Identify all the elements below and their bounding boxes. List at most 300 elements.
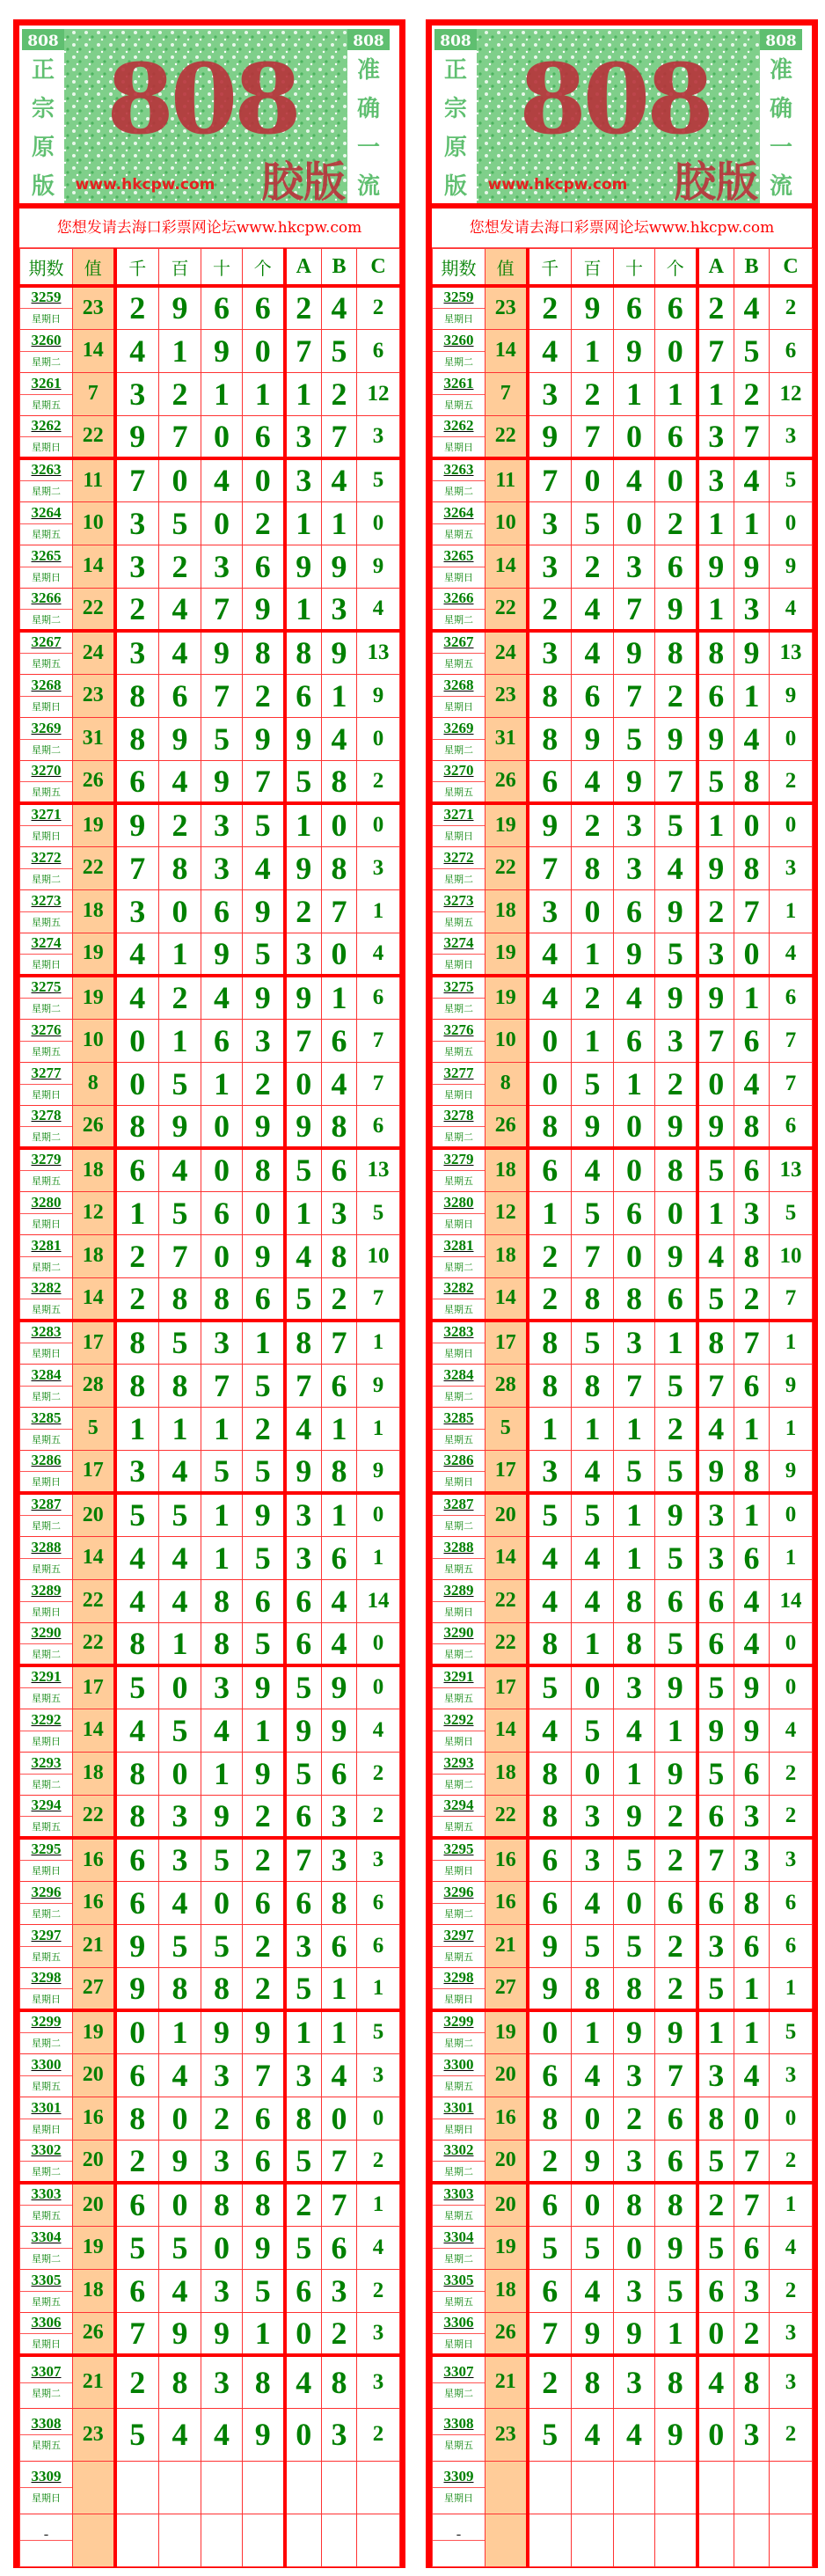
issue-cell[interactable] [20,1277,73,1321]
issue-cell[interactable] [20,976,73,1019]
issue-number-link[interactable]: 3301 [20,2099,72,2119]
issue-cell[interactable] [20,889,73,933]
digit-ones: 1 [655,1321,697,1364]
digit-thousands: 6 [528,1148,572,1191]
digit-hundreds: 2 [572,545,614,588]
issue-number-link[interactable]: 3281 [20,1237,72,1257]
issue-cell[interactable] [433,545,486,588]
issue-cell[interactable] [20,717,73,760]
issue-number-link[interactable]: 3271 [20,806,72,826]
issue-cell[interactable] [20,458,73,501]
issue-cell[interactable] [433,1019,486,1062]
issue-cell[interactable] [433,1967,486,2010]
digit-hundreds: 9 [572,1105,614,1148]
issue-cell[interactable] [20,1234,73,1277]
issue-number-link[interactable]: 3260 [433,332,485,352]
issue-cell[interactable] [20,1665,73,1709]
digit-ones [655,2461,697,2514]
issue-number-link[interactable]: 3287 [433,1496,485,1516]
issue-cell[interactable] [433,2461,486,2514]
issue-cell[interactable] [433,2355,486,2408]
digit-b: 3 [734,588,770,631]
weekday-label: 星期二 [444,743,473,756]
issue-cell[interactable] [20,1924,73,1967]
issue-cell[interactable] [20,286,73,329]
issue-number-link[interactable]: 3261 [433,375,485,395]
issue-number-link[interactable]: 3268 [20,677,72,697]
issue-cell[interactable] [20,2514,73,2566]
digit-tens: 6 [201,1019,243,1062]
weekday-label: 星期五 [444,399,473,411]
issue-cell[interactable] [20,1536,73,1579]
issue-number-link[interactable]: 3286 [20,1452,72,1472]
issue-cell[interactable] [20,2226,73,2269]
digit-b: 6 [322,1536,357,1579]
issue-cell[interactable] [20,803,73,846]
issue-number-link[interactable]: 3277 [20,1065,72,1085]
issue-number-link[interactable]: 3294 [433,1797,485,1817]
digit-b: 1 [322,976,357,1019]
header-a: A [697,249,734,287]
digit-ones [655,2514,697,2566]
issue-number-link[interactable]: 3263 [433,461,485,481]
issue-number-link[interactable]: 3303 [433,2185,485,2206]
weekday-label: 星期日 [444,571,473,583]
issue-number-link[interactable]: 3266 [433,589,485,610]
digit-a: 3 [285,1493,322,1536]
issue-cell[interactable] [20,2461,73,2514]
issue-number-link[interactable]: 3284 [20,1366,72,1387]
issue-number-link[interactable]: 3304 [20,2228,72,2249]
digit-tens: 5 [614,717,655,760]
issue-number-link[interactable]: 3264 [433,504,485,524]
issue-cell[interactable] [433,1407,486,1450]
table-row [433,2408,813,2461]
issue-cell[interactable] [433,1148,486,1191]
issue-number-link[interactable]: 3290 [433,1624,485,1644]
digit-a: 0 [285,2312,322,2355]
issue-cell[interactable] [20,1364,73,1407]
issue-number-link[interactable]: 3301 [433,2099,485,2119]
issue-number-link[interactable]: 3288 [20,1539,72,1559]
digit-tens: 2 [614,2097,655,2140]
issue-cell[interactable] [433,2514,486,2566]
issue-cell[interactable] [433,1924,486,1967]
issue-number-link[interactable]: 3303 [20,2185,72,2206]
issue-cell[interactable] [20,2408,73,2461]
issue-number-link[interactable]: 3259 [20,289,72,309]
table-row [433,1536,813,1579]
digit-thousands: 4 [115,976,159,1019]
logo-image [22,29,390,203]
issue-cell[interactable] [433,1450,486,1493]
weekday-label: 星期二 [32,1520,61,1533]
issue-cell[interactable] [20,1450,73,1493]
issue-number-link[interactable]: 3279 [20,1151,72,1171]
issue-cell[interactable] [433,1579,486,1622]
logo-image [434,29,802,203]
digit-ones: 9 [243,1665,285,1709]
issue-number-link[interactable]: 3274 [20,934,72,955]
issue-number-link[interactable]: 3266 [20,589,72,610]
issue-number-link[interactable]: 3265 [433,547,485,567]
issue-cell[interactable] [433,1795,486,1838]
digit-tens: 4 [201,2408,243,2461]
digit-c: 13 [770,631,813,674]
issue-cell[interactable] [433,286,486,329]
issue-cell[interactable] [433,329,486,372]
digit-thousands: 8 [115,1105,159,1148]
table-row [433,1148,813,1191]
issue-number-link[interactable]: 3264 [20,504,72,524]
issue-number-link[interactable]: 3308 [433,2415,485,2435]
issue-cell[interactable] [20,2140,73,2183]
value-cell: 20 [73,2183,115,2226]
issue-number-link[interactable]: 3274 [433,934,485,955]
issue-cell[interactable] [433,2140,486,2183]
digit-hundreds: 0 [159,2097,201,2140]
issue-cell[interactable] [433,1709,486,1752]
issue-number-link[interactable]: 3293 [433,1754,485,1775]
issue-number-link[interactable]: 3290 [20,1624,72,1644]
issue-cell[interactable] [433,2226,486,2269]
issue-cell[interactable] [20,2097,73,2140]
issue-number-link[interactable]: 3287 [20,1496,72,1516]
issue-number-link[interactable]: 3296 [433,1884,485,1904]
issue-cell[interactable] [20,1795,73,1838]
issue-number-link[interactable]: 3299 [433,2013,485,2033]
issue-number-link[interactable]: 3263 [20,461,72,481]
digit-ones: 9 [655,717,697,760]
issue-number-link[interactable]: 3270 [433,762,485,782]
digit-tens: 8 [614,1277,655,1321]
issue-cell[interactable] [433,1838,486,1881]
issue-cell[interactable] [20,933,73,976]
issue-cell[interactable] [20,329,73,372]
issue-number-link[interactable]: 3282 [20,1279,72,1299]
digit-a: 4 [697,2355,734,2408]
issue-cell[interactable] [20,760,73,803]
table-row [20,458,400,501]
issue-cell[interactable] [433,976,486,1019]
issue-number-link[interactable]: 3265 [20,547,72,567]
digit-thousands: 5 [528,1493,572,1536]
issue-cell[interactable] [433,1321,486,1364]
issue-number-link[interactable]: 3291 [20,1668,72,1688]
issue-cell[interactable] [20,631,73,674]
digit-a: 9 [697,1709,734,1752]
digit-hundreds: 7 [159,415,201,458]
issue-number-link[interactable]: 3272 [433,849,485,869]
digit-c: 3 [357,2312,400,2355]
issue-cell[interactable] [20,588,73,631]
issue-cell[interactable] [20,2312,73,2355]
issue-number-link[interactable]: 3289 [20,1582,72,1602]
issue-number-link[interactable]: 3297 [20,1927,72,1947]
issue-number-link[interactable]: 3302 [20,2141,72,2162]
issue-cell[interactable] [20,1493,73,1536]
table-row [433,1450,813,1493]
digit-thousands: 3 [528,1450,572,1493]
issue-cell[interactable] [433,372,486,415]
issue-cell[interactable] [433,1536,486,1579]
issue-cell[interactable] [20,1321,73,1364]
issue-cell[interactable] [20,2269,73,2312]
digit-hundreds: 4 [159,1881,201,1924]
issue-cell[interactable] [433,588,486,631]
issue-cell[interactable] [433,501,486,545]
digit-thousands: 0 [115,2010,159,2053]
issue-cell[interactable] [433,2183,486,2226]
issue-cell[interactable] [433,2053,486,2097]
issue-number-link[interactable]: 3277 [433,1065,485,1085]
issue-number-link[interactable]: 3295 [20,1841,72,1861]
issue-number-link[interactable]: 3267 [20,633,72,654]
issue-number-link[interactable]: 3269 [433,720,485,740]
weekday-label: 星期二 [32,2038,61,2050]
digit-c: 9 [770,1450,813,1493]
issue-cell[interactable] [20,1105,73,1148]
digit-thousands: 4 [528,933,572,976]
digit-thousands: 4 [115,1536,159,1579]
header-ones: 个 [655,249,697,287]
digit-tens: 9 [201,2312,243,2355]
issue-number-link[interactable]: 3285 [20,1409,72,1430]
issue-number-link[interactable]: 3291 [433,1668,485,1688]
issue-cell[interactable] [20,1881,73,1924]
issue-number-link[interactable]: 3307 [433,2363,485,2383]
table-row [20,889,400,933]
issue-number-link[interactable]: 3283 [433,1323,485,1343]
logo-808-jiaoban [22,29,397,203]
issue-cell[interactable] [433,933,486,976]
issue-number-link[interactable]: 3305 [20,2272,72,2292]
issue-number-link[interactable]: 3282 [433,1279,485,1299]
digit-c: 9 [357,545,400,588]
issue-number-link[interactable]: 3295 [433,1841,485,1861]
issue-cell[interactable] [20,1407,73,1450]
issue-cell[interactable] [433,2408,486,2461]
digit-tens: 9 [614,2010,655,2053]
issue-number-link[interactable]: 3280 [20,1194,72,1214]
weekday-label: 星期五 [444,2440,473,2451]
issue-cell[interactable] [20,545,73,588]
weekday-label: 星期二 [32,1778,61,1790]
issue-number-link[interactable]: 3267 [433,633,485,654]
issue-cell[interactable] [433,1364,486,1407]
digit-hundreds: 1 [572,1407,614,1450]
issue-number-link[interactable]: 3273 [20,892,72,912]
issue-number-link[interactable]: 3270 [20,762,72,782]
issue-cell[interactable] [433,889,486,933]
issue-number-link[interactable]: 3281 [433,1237,485,1257]
value-cell: 8 [486,1062,528,1105]
issue-number-link[interactable]: 3276 [20,1021,72,1042]
issue-number-link[interactable]: 3286 [433,1452,485,1472]
issue-number-link[interactable]: 3309 [433,2468,485,2488]
digit-a: 2 [697,889,734,933]
weekday-label: 星期日 [444,1475,473,1488]
issue-cell[interactable] [20,1709,73,1752]
issue-cell[interactable] [20,501,73,545]
issue-number-link[interactable]: 3275 [433,978,485,999]
issue-number-link[interactable]: 3262 [20,417,72,437]
issue-number-link[interactable]: 3307 [20,2363,72,2383]
issue-cell[interactable] [433,717,486,760]
header-thousands: 千 [115,249,159,287]
issue-cell[interactable] [433,803,486,846]
digit-a: 6 [285,1579,322,1622]
issue-number-link[interactable]: 3304 [433,2228,485,2249]
issue-cell[interactable] [20,2053,73,2097]
digit-ones: 9 [655,2226,697,2269]
issue-cell[interactable] [433,2269,486,2312]
issue-number-link[interactable]: 3298 [20,1969,72,1989]
issue-number-link[interactable]: 3283 [20,1323,72,1343]
digit-hundreds: 5 [159,2226,201,2269]
issue-number-link[interactable]: 3259 [433,289,485,309]
weekday-label: 星期五 [444,1303,473,1315]
digit-thousands: 8 [115,2097,159,2140]
issue-cell[interactable] [433,760,486,803]
issue-cell[interactable] [20,415,73,458]
issue-number-link[interactable]: 3302 [433,2141,485,2162]
issue-number-link[interactable]: 3271 [433,806,485,826]
digit-b: 6 [322,2226,357,2269]
issue-number-link[interactable]: 3297 [433,1927,485,1947]
digit-c [357,2514,400,2566]
issue-number-link[interactable]: 3292 [20,1711,72,1731]
issue-cell[interactable] [433,1881,486,1924]
issue-number-link[interactable]: 3306 [433,2314,485,2334]
issue-cell[interactable] [20,1838,73,1881]
issue-cell[interactable] [433,2097,486,2140]
issue-cell[interactable] [433,1622,486,1665]
issue-number-link[interactable]: 3269 [20,720,72,740]
issue-number-link[interactable]: 3305 [433,2272,485,2292]
weekday-label: 星期二 [32,486,61,498]
issue-cell[interactable] [20,1062,73,1105]
issue-cell[interactable] [20,1019,73,1062]
issue-number-link[interactable]: 3278 [20,1107,72,1127]
issue-number-link[interactable]: 3284 [433,1366,485,1387]
issue-cell[interactable] [433,1277,486,1321]
weekday-label: 星期二 [32,2387,61,2399]
issue-number-link[interactable]: 3294 [20,1797,72,1817]
issue-number-link[interactable]: 3260 [20,332,72,352]
digit-b: 3 [322,2269,357,2312]
value-cell: 18 [73,1234,115,1277]
issue-number-link[interactable]: 3300 [433,2056,485,2076]
issue-cell[interactable] [433,2010,486,2053]
issue-number-link[interactable]: 3288 [433,1539,485,1559]
issue-cell[interactable] [433,458,486,501]
digit-ones: 6 [655,1881,697,1924]
issue-cell[interactable] [433,631,486,674]
forum-banner[interactable]: 您想发请去海口彩票网论坛www.hkcpw.com [432,203,812,248]
issue-number-link[interactable]: 3278 [433,1107,485,1127]
weekday-label: 星期日 [32,313,61,326]
issue-number-link[interactable]: 3279 [433,1151,485,1171]
issue-cell[interactable] [20,1579,73,1622]
issue-cell[interactable] [20,2010,73,2053]
digit-b: 4 [322,1579,357,1622]
digit-b: 6 [322,1752,357,1795]
issue-number-link[interactable]: 3299 [20,2013,72,2033]
issue-number-link[interactable]: 3309 [20,2468,72,2488]
issue-number-link[interactable]: 3268 [433,677,485,697]
issue-cell[interactable] [20,1148,73,1191]
issue-cell[interactable] [433,1665,486,1709]
issue-cell[interactable] [20,1622,73,1665]
issue-cell[interactable] [20,372,73,415]
issue-number-link[interactable]: 3272 [20,849,72,869]
digit-a: 9 [697,976,734,1019]
issue-number-link[interactable]: 3293 [20,1754,72,1775]
issue-number-link[interactable]: 3300 [20,2056,72,2076]
issue-number-link[interactable]: 3292 [433,1711,485,1731]
issue-number-link[interactable]: 3289 [433,1582,485,1602]
issue-cell[interactable] [433,1062,486,1105]
digit-tens: 1 [201,1062,243,1105]
issue-number-link[interactable]: 3276 [433,1021,485,1042]
issue-number-link[interactable]: 3273 [433,892,485,912]
issue-cell[interactable] [433,1234,486,1277]
issue-cell[interactable] [20,1191,73,1234]
issue-number-link[interactable]: 3261 [20,375,72,395]
issue-cell[interactable] [20,1752,73,1795]
digit-tens: 7 [201,674,243,717]
weekday-label: 星期五 [444,1175,473,1188]
forum-banner[interactable]: 您想发请去海口彩票网论坛www.hkcpw.com [19,203,399,248]
digit-thousands: 8 [115,1795,159,1838]
digit-thousands: 8 [115,674,159,717]
digit-a: 6 [285,1622,322,1665]
issue-cell[interactable] [433,415,486,458]
digit-thousands: 6 [115,1148,159,1191]
issue-number-link[interactable]: 3296 [20,1884,72,1904]
issue-number-link[interactable]: 3285 [433,1409,485,1430]
issue-cell[interactable] [433,1493,486,1536]
issue-number-link[interactable]: 3308 [20,2415,72,2435]
digit-a: 2 [285,889,322,933]
issue-cell[interactable] [20,2183,73,2226]
issue-cell[interactable] [20,1967,73,2010]
issue-number-link[interactable]: 3275 [20,978,72,999]
digit-tens: 9 [201,329,243,372]
digit-tens: 4 [614,458,655,501]
weekday-label: 星期二 [444,873,473,885]
issue-cell[interactable] [433,1752,486,1795]
issue-cell[interactable] [433,674,486,717]
issue-number-link[interactable]: 3280 [433,1194,485,1214]
digit-ones: 9 [655,2408,697,2461]
issue-number-link[interactable]: 3262 [433,417,485,437]
issue-cell[interactable] [20,674,73,717]
issue-cell[interactable] [433,1191,486,1234]
digit-c: 3 [770,1838,813,1881]
issue-cell[interactable] [20,2355,73,2408]
digit-ones: 1 [243,2312,285,2355]
issue-number-link[interactable]: 3306 [20,2314,72,2334]
issue-number-link[interactable] [433,2521,485,2541]
issue-cell[interactable] [20,846,73,889]
issue-number-link[interactable] [20,2521,72,2541]
issue-cell[interactable] [433,2312,486,2355]
issue-cell[interactable] [433,1105,486,1148]
issue-number-link[interactable]: 3298 [433,1969,485,1989]
issue-cell[interactable] [433,846,486,889]
